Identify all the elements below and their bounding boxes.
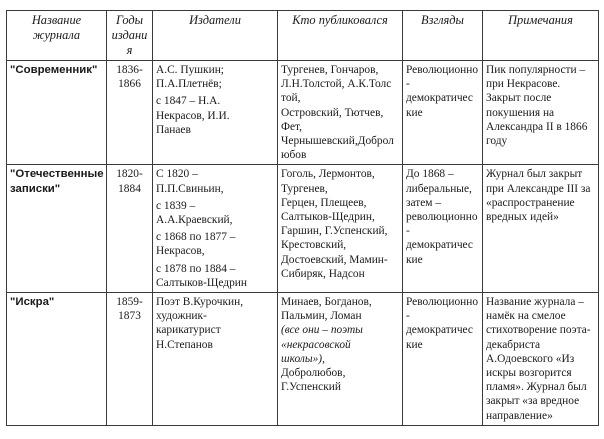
journal-publishers: Поэт В.Курочкин, художник- карикатурист Н.Степанов <box>153 293 278 426</box>
journal-name: "Искра" <box>7 293 107 426</box>
journal-name: "Отечественные записки" <box>7 165 107 293</box>
journal-publishers: А.С. Пушкин; П.А.Плетнёв; с 1847 – Н.А. Некрасов, И.И. Панаев <box>153 61 278 165</box>
journal-years: 1820- 1884 <box>107 165 153 293</box>
header-name: Название журнала <box>7 11 107 61</box>
journal-name: "Современник" <box>7 61 107 165</box>
journal-authors: Тургенев, Гончаров, Л.Н.Толстой, А.К.Толс той, Островский, Тютчев, Фет, Чернышевский,Доброл юбов <box>278 61 403 165</box>
header-views: Взгляды <box>403 11 483 61</box>
header-publishers: Издатели <box>153 11 278 61</box>
journal-views: До 1868 – либеральные, затем – революционно - демократичес кие <box>403 165 483 293</box>
journal-views: Революционно - демократичес кие <box>403 293 483 426</box>
journals-table <box>6 10 599 426</box>
header-years: Годы издани я <box>107 11 153 61</box>
journal-years: 1836- 1866 <box>107 61 153 165</box>
header-notes: Примечания <box>483 11 599 61</box>
journal-notes: Журнал был закрыт при Александре III за «распространение вредных идей» <box>483 165 599 293</box>
header-row <box>7 11 599 61</box>
journal-authors: Минаев, Богданов, Пальмин, Ломан (все они – поэты «некрасовской школы»), Добролюбов, Г.Успенский <box>278 293 403 426</box>
journal-notes: Название журнала – намёк на смелое стихотворение поэта- декабриста А.Одоевского «Из искры возгорится пламя». Журнал был закрыт «за вредное направление» <box>483 293 599 426</box>
journal-years: 1859- 1873 <box>107 293 153 426</box>
journal-authors: Гоголь, Лермонтов, Тургенев, Герцен, Плещеев, Салтыков-Щедрин, Гаршин, Г.Успенский, Крестовский, Достоевский, Мамин- Сибиряк, Надсон <box>278 165 403 293</box>
table-row <box>7 61 599 165</box>
header-authors: Кто публиковался <box>278 11 403 61</box>
table-row <box>7 293 599 426</box>
journal-views: Революционно - демократичес кие <box>403 61 483 165</box>
table-row <box>7 165 599 293</box>
journal-notes: Пик популярности – при Некрасове. Закрыт после покушения на Александра II в 1866 году <box>483 61 599 165</box>
journal-publishers: С 1820 – П.П.Свиньин, с 1839 – А.А.Краевский, с 1868 по 1877 – Некрасов, с 1878 по 1884 – Салтыков-Щедрин <box>153 165 278 293</box>
